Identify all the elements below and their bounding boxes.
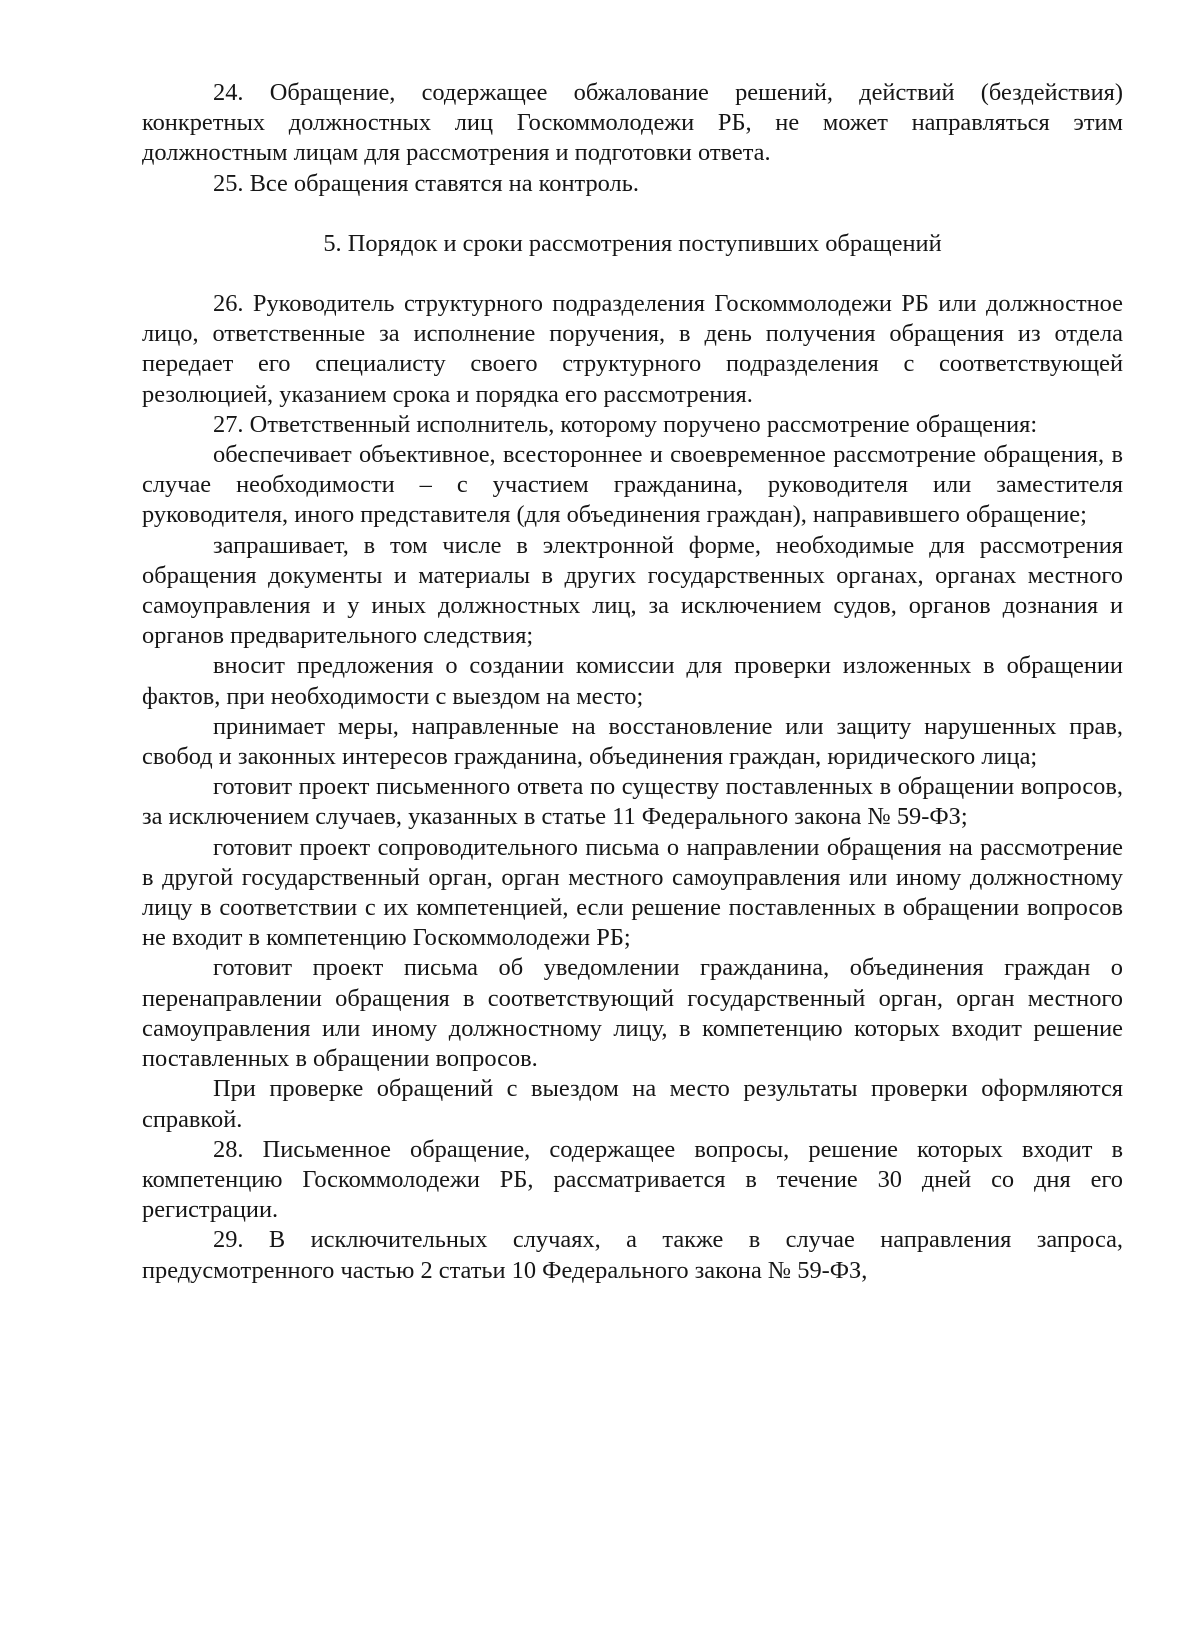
section-heading: 5. Порядок и сроки рассмотрения поступивших обращений: [323, 229, 942, 257]
list-item-prepares-cover-letter: готовит проект сопроводительного письма о направлении обращения на рассмотрение в другой государственный орган, орган местного самоуправления или иному должностному лицу в соответствии с их компетенцией, если решение поставленных в обращении вопросов не входит в компетенцию Госкоммолодежи РБ;: [142, 833, 1123, 952]
list-item-prepares-answer: готовит проект письменного ответа по существу поставленных в обращении вопросов, за исключением случаев, указанных в статье 11 Федерального закона № 59-ФЗ;: [142, 773, 1123, 831]
paragraph-26: 26. Руководитель структурного подразделения Госкоммолодежи РБ или должностное лицо, ответственные за исполнение поручения, в день получения обращения из отдела передает его специалисту своего структурного подразделения с соответствующей резолюцией, указанием срока и порядка его рассмотрения.: [142, 290, 1123, 408]
paragraph-28: 28. Письменное обращение, содержащее вопросы, решение которых входит в компетенцию Госкоммолодежи РБ, рассматривается в течение 30 дней со дня его регистрации.: [142, 1135, 1123, 1224]
paragraph-24: 24. Обращение, содержащее обжалование решений, действий (бездействия) конкретных должностных лиц Госкоммолодежи РБ, не может направляться этим должностным лицам для рассмотрения и подготовки ответа.: [142, 79, 1123, 167]
list-item-proposes-commission: вносит предложения о создании комиссии для проверки изложенных в обращении фактов, при необходимости с выездом на место;: [142, 652, 1123, 710]
paragraph-27: 27. Ответственный исполнитель, которому поручено рассмотрение обращения:: [213, 410, 1038, 438]
paragraph-25: 25. Все обращения ставятся на контроль.: [213, 169, 639, 197]
paragraph-29: 29. В исключительных случаях, а также в случае направления запроса, предусмотренного частью 2 статьи 10 Федерального закона № 59-ФЗ,: [142, 1226, 1123, 1284]
document-body: [142, 78, 1123, 1286]
list-item-requests-documents: запрашивает, в том числе в электронной форме, необходимые для рассмотрения обращения документы и материалы в других государственных органах, органах местного самоуправления и у иных должностных лиц, за исключением судов, органов дознания и органов предварительного следствия;: [142, 531, 1123, 650]
list-item-takes-measures: принимает меры, направленные на восстановление или защиту нарушенных прав, свобод и законных интересов гражданина, объединения граждан, юридического лица;: [142, 712, 1123, 771]
list-item-prepares-notification: готовит проект письма об уведомлении гражданина, объединения граждан о перенаправлении обращения в соответствующий государственный орган, орган местного самоуправления или иному должностному лицу, в компетенцию которых входит решение поставленных в обращении вопросов.: [142, 954, 1123, 1073]
list-item-ensures-review: обеспечивает объективное, всестороннее и своевременное рассмотрение обращения, в случае необходимости – с участием гражданина, руководителя или заместителя руководителя, иного представителя (для объединения граждан), направившего обращение;: [142, 441, 1123, 529]
paragraph-site-inspection: При проверке обращений с выездом на место результаты проверки оформляются справкой.: [142, 1075, 1123, 1133]
